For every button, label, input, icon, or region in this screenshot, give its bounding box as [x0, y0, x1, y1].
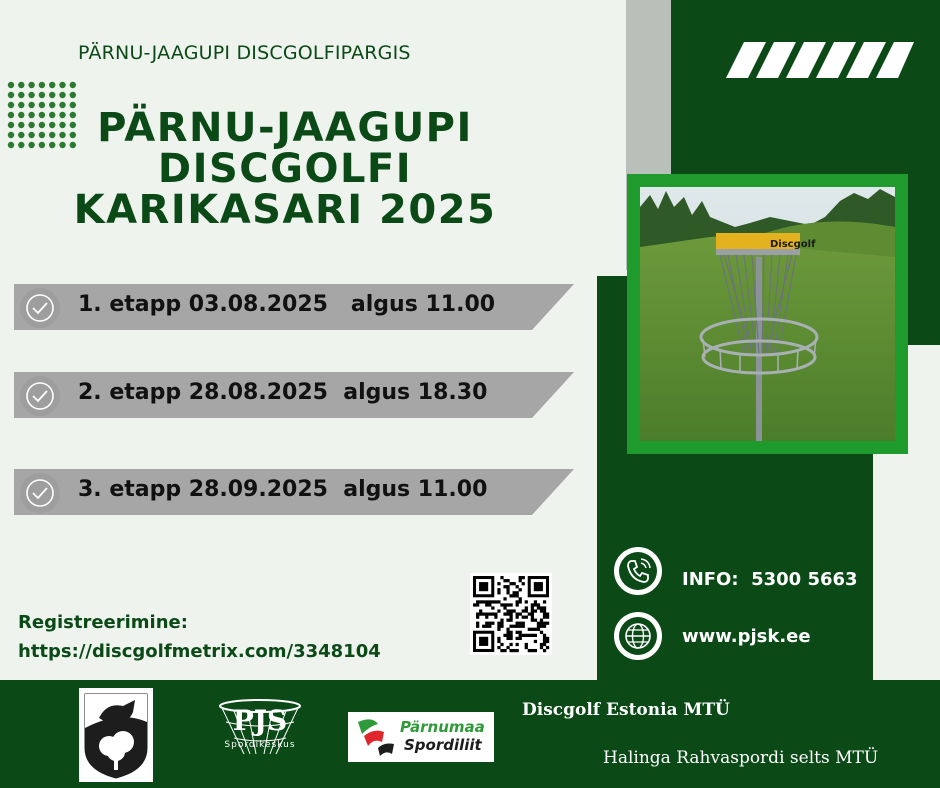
- registration-block: [18, 608, 381, 666]
- title-line-2: DISCGOLFI: [157, 146, 413, 192]
- dot: [49, 132, 55, 138]
- dot: [18, 132, 24, 138]
- decorative-stripes: [726, 42, 914, 78]
- dot: [18, 122, 24, 128]
- pjs-spordikeskus-logo: [214, 696, 306, 760]
- svg-text:Discgolf: Discgolf: [770, 239, 816, 250]
- dot: [8, 122, 14, 128]
- coat-of-arms-logo: [79, 688, 153, 782]
- dot: [59, 82, 65, 88]
- title-line-3: KARIKASARI 2025: [73, 187, 497, 233]
- qr-code[interactable]: [470, 573, 552, 655]
- dot: [8, 92, 14, 98]
- dot: [39, 92, 45, 98]
- dot: [59, 92, 65, 98]
- check-circle-icon: [20, 473, 60, 513]
- title-line-1: PÄRNU-JAAGUPI: [97, 105, 473, 151]
- dot: [49, 142, 55, 148]
- dot: [49, 82, 55, 88]
- dot: [39, 132, 45, 138]
- dot: [39, 122, 45, 128]
- check-circle-icon: [20, 288, 60, 328]
- dot: [28, 102, 34, 108]
- dot: [49, 92, 55, 98]
- dot: [28, 132, 34, 138]
- dot: [28, 92, 34, 98]
- dot: [28, 82, 34, 88]
- dot: [70, 92, 76, 98]
- event-subtitle: PÄRNU-JAAGUPI DISCGOLFIPARGIS: [78, 42, 411, 64]
- event-title: [60, 105, 510, 233]
- dot: [18, 92, 24, 98]
- dot: [28, 142, 34, 148]
- dot: [49, 122, 55, 128]
- dot: [8, 112, 14, 118]
- parnumaa-logo-line2: Spordiliit: [404, 736, 482, 754]
- dot: [39, 142, 45, 148]
- dot: [28, 122, 34, 128]
- dot: [39, 102, 45, 108]
- dot: [49, 112, 55, 118]
- dot: [18, 142, 24, 148]
- stage-2-label: 2. etapp 28.08.2025 algus 18.30: [78, 380, 488, 405]
- stage-3-label: 3. etapp 28.09.2025 algus 11.00: [78, 477, 488, 502]
- dot: [18, 102, 24, 108]
- dot: [70, 82, 76, 88]
- registration-link[interactable]: https://discgolfmetrix.com/3348104: [18, 641, 381, 662]
- stage-1-label: 1. etapp 03.08.2025 algus 11.00: [78, 292, 496, 317]
- check-circle-icon: [20, 376, 60, 416]
- globe-icon: [614, 612, 662, 660]
- dot: [18, 112, 24, 118]
- pjs-logo-text: PJS: [232, 704, 288, 737]
- sponsor-discgolf-estonia: Discgolf Estonia MTÜ: [522, 700, 730, 720]
- phone-icon: [614, 547, 662, 595]
- dot: [8, 102, 14, 108]
- parnumaa-logo-line1: Pärnumaa: [400, 718, 485, 736]
- disc-golf-basket-photo: [640, 187, 895, 441]
- dot: [18, 82, 24, 88]
- dot: [28, 112, 34, 118]
- phone-info[interactable]: INFO: 5300 5663: [682, 569, 858, 590]
- dot: [8, 132, 14, 138]
- registration-label: Registreerimine:: [18, 612, 188, 633]
- parnumaa-spordiliit-logo: [348, 712, 494, 762]
- sponsor-halinga: Halinga Rahvaspordi selts MTÜ: [603, 748, 879, 768]
- website-link[interactable]: www.pjsk.ee: [682, 626, 811, 647]
- dot: [8, 82, 14, 88]
- photo-frame: [627, 174, 908, 454]
- pjs-logo-subtext: Spordikeskus: [224, 740, 296, 750]
- dot: [8, 142, 14, 148]
- dot: [39, 82, 45, 88]
- dot: [39, 112, 45, 118]
- dot: [49, 102, 55, 108]
